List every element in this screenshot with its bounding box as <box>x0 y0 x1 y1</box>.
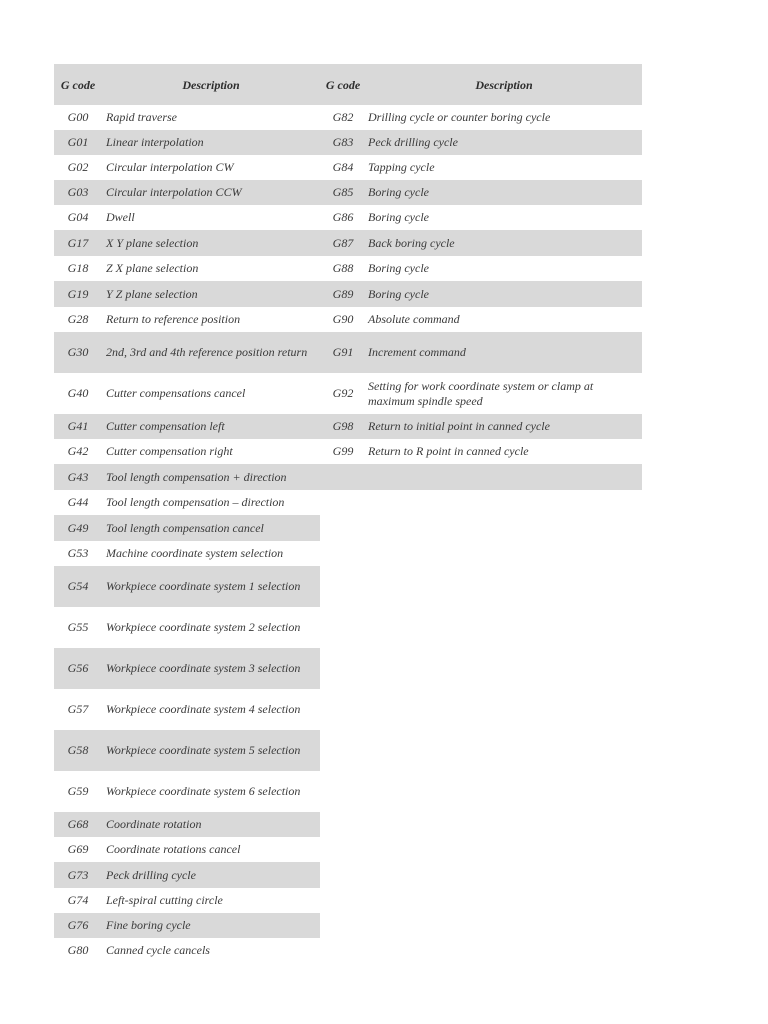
gcode-cell: G49 <box>67 520 89 535</box>
gcode-cell: G28 <box>67 312 89 326</box>
header-gcode-right: G code <box>325 77 361 92</box>
description-cell: Circular interpolation CW <box>106 160 234 174</box>
description-cell: Cutter compensation right <box>106 444 233 458</box>
table-row <box>320 230 642 256</box>
table-row <box>54 938 320 963</box>
description-cell: Cutter compensation left <box>106 419 225 433</box>
gcode-cell: G43 <box>67 469 89 484</box>
table-row <box>54 888 320 913</box>
table-row <box>54 607 320 648</box>
description-cell: 2nd, 3rd and 4th reference position return <box>106 345 308 359</box>
table-row <box>54 812 320 837</box>
table-row <box>54 307 320 332</box>
description-cell: X Y plane selection <box>106 235 199 250</box>
table-row <box>320 205 642 230</box>
description-cell: Workpiece coordinate system 4 selection <box>106 702 301 716</box>
description-cell: Peck drilling cycle <box>368 135 458 149</box>
gcode-cell: G92 <box>332 386 354 400</box>
description-cell: Coordinate rotations cancel <box>106 842 241 856</box>
gcode-cell: G83 <box>332 135 354 149</box>
gcode-cell: G73 <box>67 867 89 882</box>
table-row <box>54 155 320 180</box>
description-cell: Return to reference position <box>106 312 241 326</box>
gcode-cell: G56 <box>67 661 89 675</box>
gcode-cell: G01 <box>67 135 89 149</box>
description-cell: Z X plane selection <box>106 261 199 275</box>
description-cell: Circular interpolation CCW <box>106 185 242 199</box>
gcode-cell: G84 <box>332 160 354 174</box>
gcode-cell: G59 <box>67 784 89 798</box>
gcode-cell: G30 <box>67 345 89 359</box>
table-row <box>54 464 320 490</box>
description-cell: Tool length compensation – direction <box>106 495 285 509</box>
table-row <box>320 281 642 307</box>
table-header <box>54 64 642 105</box>
description-cell: Y Z plane selection <box>106 286 198 301</box>
gcode-cell: G88 <box>332 261 354 275</box>
table-row <box>320 464 642 490</box>
gcode-cell: G55 <box>67 620 89 634</box>
gcode-cell: G57 <box>67 702 89 716</box>
description-cell: Return to initial point in canned cycle <box>368 419 550 433</box>
gcode-cell: G17 <box>67 235 89 250</box>
table-row <box>54 105 320 130</box>
description-cell: Left-spiral cutting circle <box>106 893 223 907</box>
description-cell: Machine coordinate system selection <box>106 546 284 560</box>
table-row <box>320 439 642 464</box>
table-row <box>54 566 320 607</box>
gcode-cell: G42 <box>67 444 89 458</box>
gcode-cell: G41 <box>67 419 89 433</box>
gcode-cell: G99 <box>332 444 354 458</box>
table-row <box>320 414 642 439</box>
table-row <box>54 230 320 256</box>
description-cell: Workpiece coordinate system 3 selection <box>106 661 301 675</box>
gcode-cell: G69 <box>67 842 89 856</box>
table-row <box>54 332 320 373</box>
description-cell: Coordinate rotation <box>106 817 202 831</box>
gcode-cell: G58 <box>67 743 89 757</box>
gcode-cell: G85 <box>332 185 354 199</box>
table-row <box>54 414 320 439</box>
table-row <box>54 648 320 689</box>
gcode-cell: G82 <box>332 110 354 124</box>
description-cell: Cutter compensations cancel <box>106 386 246 400</box>
table-row <box>54 689 320 730</box>
gcode-cell: G76 <box>67 918 89 932</box>
table-row <box>54 281 320 307</box>
table-row <box>320 256 642 281</box>
description-cell: Tapping cycle <box>368 160 435 174</box>
description-cell: Tool length compensation + direction <box>106 469 287 484</box>
header-gcode-left: G code <box>60 77 96 92</box>
gcode-cell: G18 <box>67 261 89 275</box>
table-row <box>54 130 320 155</box>
gcode-cell: G86 <box>332 210 354 224</box>
table-row <box>54 913 320 938</box>
table-row <box>320 180 642 205</box>
description-cell: Workpiece coordinate system 2 selection <box>106 620 301 634</box>
description-cell: Increment command <box>368 345 466 359</box>
description-cell: Dwell <box>106 210 135 224</box>
header-description-left: Description <box>182 77 240 92</box>
description-cell: Absolute command <box>368 312 460 326</box>
table-row <box>320 105 642 130</box>
table-row <box>320 155 642 180</box>
description-cell: Workpiece coordinate system 6 selection <box>106 784 301 798</box>
gcode-cell: G19 <box>67 286 89 301</box>
gcode-cell: G68 <box>67 817 89 831</box>
table-row <box>54 771 320 812</box>
gcode-cell: G54 <box>67 579 89 593</box>
description-cell: Back boring cycle <box>368 235 455 250</box>
gcode-cell: G44 <box>67 495 89 509</box>
description-cell: Workpiece coordinate system 1 selection <box>106 579 301 593</box>
table-row <box>54 862 320 888</box>
gcode-cell: G80 <box>67 943 89 957</box>
gcode-cell: G40 <box>67 386 89 400</box>
description-cell: Peck drilling cycle <box>106 867 196 882</box>
table-row <box>54 256 320 281</box>
gcode-cell: G98 <box>332 419 354 433</box>
description-cell: Workpiece coordinate system 5 selection <box>106 743 301 757</box>
gcode-cell: G04 <box>67 210 89 224</box>
table-row <box>54 205 320 230</box>
table-row <box>54 373 320 414</box>
table-row <box>54 439 320 464</box>
left-column <box>54 105 320 963</box>
description-cell: Fine boring cycle <box>106 918 191 932</box>
right-column <box>320 105 642 490</box>
gcode-cell: G00 <box>67 110 89 124</box>
description-cell: Tool length compensation cancel <box>106 520 264 535</box>
table-row <box>54 490 320 515</box>
table-row <box>320 373 642 414</box>
gcode-cell: G53 <box>67 546 89 560</box>
table-row <box>54 515 320 541</box>
gcode-cell: G02 <box>67 160 89 174</box>
description-cell: Rapid traverse <box>106 110 177 124</box>
gcode-cell: G89 <box>332 286 354 301</box>
table-row <box>54 541 320 566</box>
description-cell: Boring cycle <box>368 286 429 301</box>
gcode-cell: G74 <box>67 893 89 907</box>
description-cell: Boring cycle <box>368 210 429 224</box>
description-cell: Return to R point in canned cycle <box>368 444 529 458</box>
description-cell: Setting for work coordinate system or clamp at maximum spindle speed <box>368 378 594 408</box>
table-row <box>54 180 320 205</box>
gcode-cell: G90 <box>332 312 354 326</box>
description-cell: Boring cycle <box>368 185 429 199</box>
gcode-cell: G87 <box>332 235 354 250</box>
header-description-right: Description <box>475 77 533 92</box>
gcode-cell: G03 <box>67 185 89 199</box>
table-row <box>320 307 642 332</box>
description-cell: Canned cycle cancels <box>106 943 210 957</box>
description-cell: Linear interpolation <box>106 135 204 149</box>
description-cell: Boring cycle <box>368 261 429 275</box>
table-row <box>54 730 320 771</box>
table-row <box>320 332 642 373</box>
description-cell: Drilling cycle or counter boring cycle <box>368 110 551 124</box>
gcode-cell: G91 <box>332 345 354 359</box>
table-row <box>320 130 642 155</box>
table-row <box>54 837 320 862</box>
